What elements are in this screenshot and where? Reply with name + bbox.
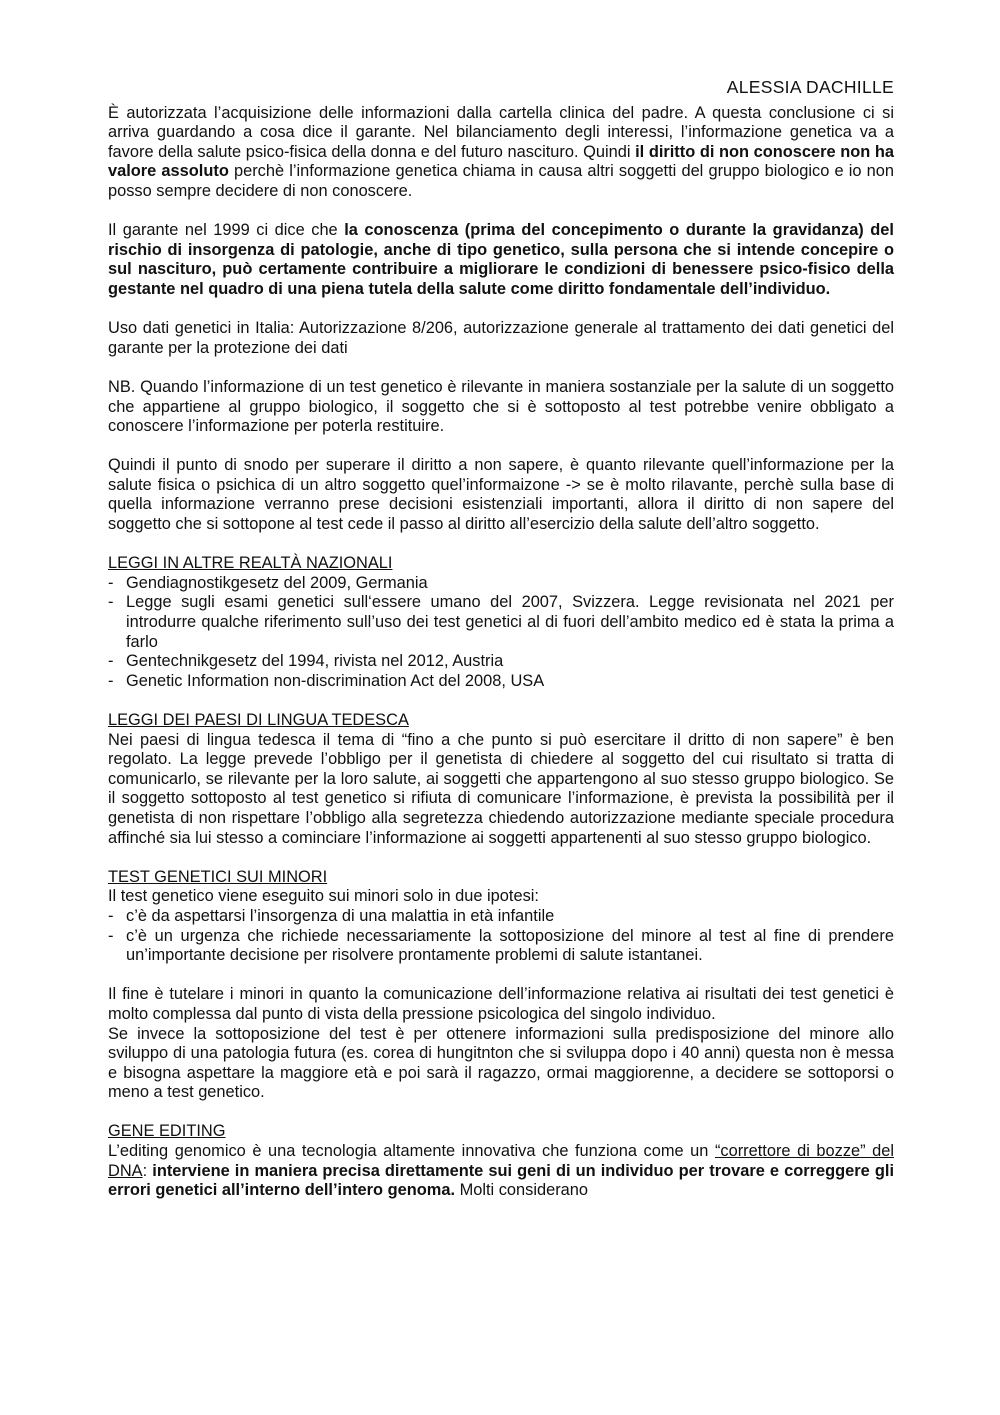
- paragraph-nb: NB. Quando l’informazione di un test genetico è rilevante in maniera sostanziale per la salute di un soggetto che appartiene al gruppo biologico, il soggetto che si è sottoposto al test potrebbe venire obbligato a conoscere l’informazione per poterla restituire.: [108, 377, 894, 436]
- laws-list: [108, 574, 894, 692]
- paragraph-punto-di-snodo: Quindi il punto di snodo per superare il diritto a non sapere, è quanto rilevante quell’informazione per la salute fisica o psichica di un altro soggetto quel’informaizone -> se è molto rilavante, perchè sulla base di quella informazione verranno prese decisioni esistenziali importanti, allora il diritto di non sapere del soggetto che si sottopone al test cede il passo al diritto all’esercizio della salute dell’altro soggetto.: [108, 456, 894, 534]
- underlined-text: “correttore di bozze” del DNA: [108, 1142, 895, 1180]
- bold-text: interviene in maniera precisa direttamente sui geni di un individuo per trovare e correggere gli errori genetici all’interno dell’intero genoma.: [108, 1161, 894, 1200]
- list-item: - c’è da aspettarsi l’insorgenza di una malattia in età infantile: [108, 907, 894, 927]
- paragraph-fine-tutela: Il fine è tutelare i minori in quanto la comunicazione dell’informazione relativa ai risultati dei test genetici è molto complessa dal punto di vista della pressione psicologica del singolo individuo.: [108, 985, 894, 1023]
- minors-conditions-list: [108, 907, 894, 966]
- text-segment: perchè l’informazione genetica chiama in causa altri soggetti del gruppo biologico e io non posso sempre decidere di non conoscere.: [108, 162, 894, 200]
- text-segment: :: [142, 1161, 153, 1180]
- section-title-lingua-tedesca: LEGGI DEI PAESI DI LINGUA TEDESCA: [108, 711, 409, 729]
- section-title-test-minori: TEST GENETICI SUI MINORI: [108, 867, 328, 886]
- author-header: ALESSIA DACHILLE: [726, 77, 894, 97]
- list-item: - Genetic Information non-discrimination Act del 2008, USA: [108, 672, 894, 692]
- list-item: - Gentechnikgesetz del 1994, rivista nel 2012, Austria: [108, 652, 894, 672]
- paragraph-autorizzazione: [108, 104, 894, 202]
- paragraph-uso-dati-genetici: Uso dati genetici in Italia: Autorizzazione 8/206, autorizzazione generale al trattamento dei dati genetici del garante per la protezione dei dati: [108, 319, 894, 357]
- text-segment: Il garante nel 1999 ci dice che: [108, 221, 345, 240]
- bold-text: il diritto di non conoscere non ha valore assoluto: [108, 142, 894, 181]
- section-title-leggi-altre-realta: LEGGI IN ALTRE REALTÀ NAZIONALI: [108, 554, 393, 573]
- document-page: [108, 78, 894, 1220]
- list-item: - Legge sugli esami genetici sull‘essere umano del 2007, Svizzera. Legge revisionata nel 2021 per introdurre qualche riferimento sull’uso dei test genetici al di fuori dell’ambito medico ed è stata la prima a farlo: [108, 593, 894, 652]
- paragraph-garante-1999: [108, 221, 894, 299]
- paragraph-intro-minori: Il test genetico viene eseguito sui minori solo in due ipotesi:: [108, 887, 539, 906]
- paragraph-predisposizione: Se invece la sottoposizione del test è per ottenere informazioni sulla predisposizione del minore allo sviluppo di una patologia futura (es. corea di hungitnton che si sviluppa dopo i 40 anni) questa non è messa e bisogna aspettare la maggiore età e poi sarà il ragazzo, ormai maggiorenne, a decidere se sottoporsi o meno a test genetico.: [108, 1024, 894, 1102]
- section-title-gene-editing: GENE EDITING: [108, 1122, 226, 1141]
- text-segment: L’editing genomico è una tecnologia altamente innovativa che funziona come un: [108, 1142, 715, 1161]
- paragraph-gene-editing: [108, 1142, 894, 1201]
- text-segment: È autorizzata l’acquisizione delle informazioni dalla cartella clinica del padre. A questa conclusione ci si arriva guardando a cosa dice il garante. Nel bilanciamento degli interessi, l’informazione genetica va a favore della salute psico-fisica della donna e del futuro nascituro. Quindi: [108, 103, 894, 161]
- list-item: - Gendiagnostikgesetz del 2009, Germania: [108, 574, 894, 594]
- list-item: - c’è un urgenza che richiede necessariamente la sottoposizione del minore al test al fine di prendere un’importante decisione per risolvere prontamente problemi di salute istantanei.: [108, 927, 894, 966]
- text-segment: Molti considerano: [455, 1181, 589, 1200]
- bold-text: la conoscenza (prima del concepimento o durante la gravidanza) del rischio di insorgenza di patologie, anche di tipo genetico, sulla persona che si intende concepire o sul nascituro, può certamente contribuire a migliorare le condizioni di benessere psico-fisico della gestante nel quadro di una piena tutela della salute come diritto fondamentale dell’individuo.: [108, 221, 894, 298]
- paragraph-lingua-tedesca: Nei paesi di lingua tedesca il tema di “fino a che punto si può esercitare il dritto di non sapere” è ben regolato. La legge prevede l’obbligo per il genetista di chiedere al soggetto del cui risultato si tratta di comunicarlo, se rilevante per la loro salute, ai soggetti che appartengono al suo stesso gruppo biologico. Se il soggetto sottoposto al test genetico si rifiuta di comunicare l’informazione, è prevista la possibilità per il genetista di non rispettare l’obbligo alla segretezza chiedendo autorizzazione mediante speciale procedura affinché sia lui stesso a cominciare l’informazione ai soggetti appartenenti al suo stesso gruppo biologico.: [108, 730, 894, 847]
